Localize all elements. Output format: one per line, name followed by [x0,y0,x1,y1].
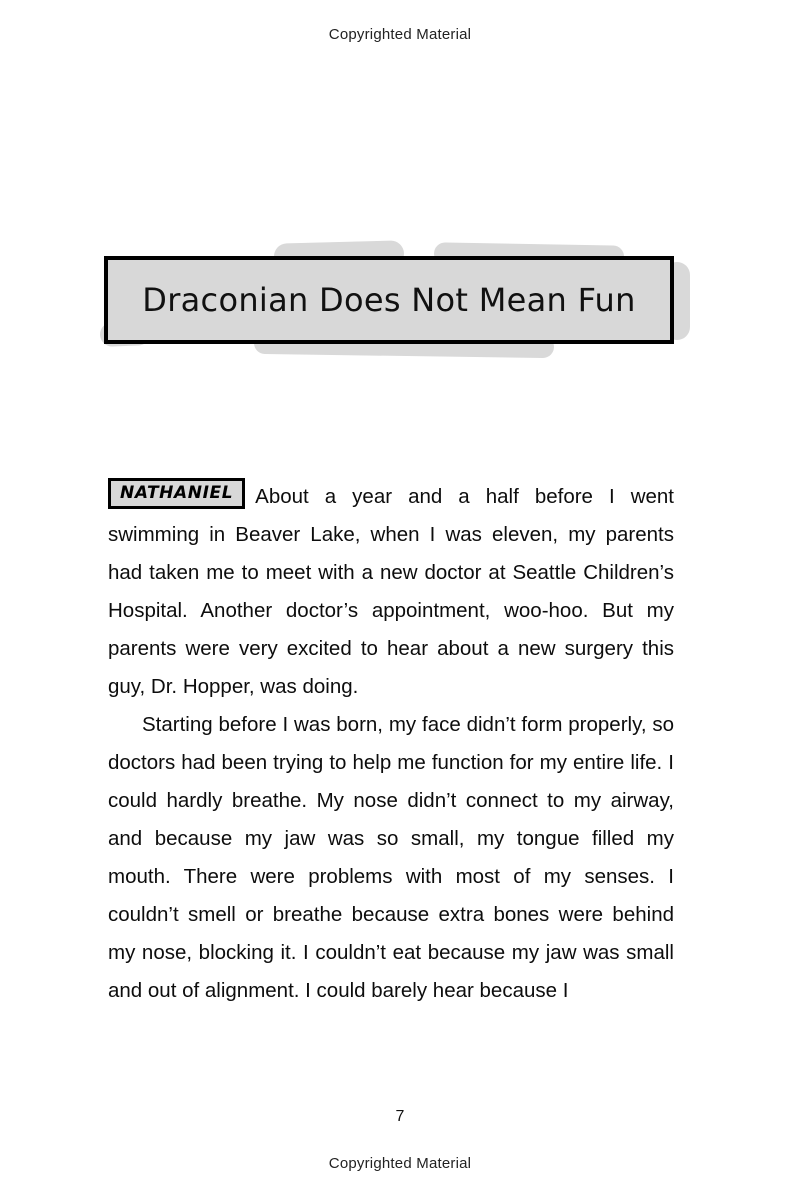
copyright-watermark-top: Copyrighted Material [328,26,472,43]
paragraph-second: Starting before I was born, my face didn’t form properly, so doctors had been trying to help me function for my entire life. I could hardly breathe. My nose didn’t connect to my airway, and because my jaw was so small, my tongue filled my mouth. There were problems with most of my senses. I couldn’t smell or breathe because extra bones were behind my nose, blocking it. I couldn’t eat because my jaw was small and out of alignment. I could barely hear because I [108,713,674,1002]
chapter-title-block [104,248,684,356]
chapter-title-box [104,256,674,344]
chapter-title-text: Draconian Does Not Mean Fun [142,281,636,319]
copyright-watermark-bottom: Copyrighted Material [328,1155,472,1172]
paragraph-text: About a year and a half before I went swimming in Beaver Lake, when I was eleven, my parents had taken me to meet with a new doctor at Seattle Children’s Hospital. Another doctor’s appointment, woo-hoo. But my parents were very excited to hear about a new surgery this guy, Dr. Hopper, was doing. [108,485,674,698]
body-text-column [108,478,674,1010]
speaker-name-tag: NATHANIEL [108,478,245,509]
page-number: 7 [395,1108,405,1125]
paragraph-first [108,478,674,706]
